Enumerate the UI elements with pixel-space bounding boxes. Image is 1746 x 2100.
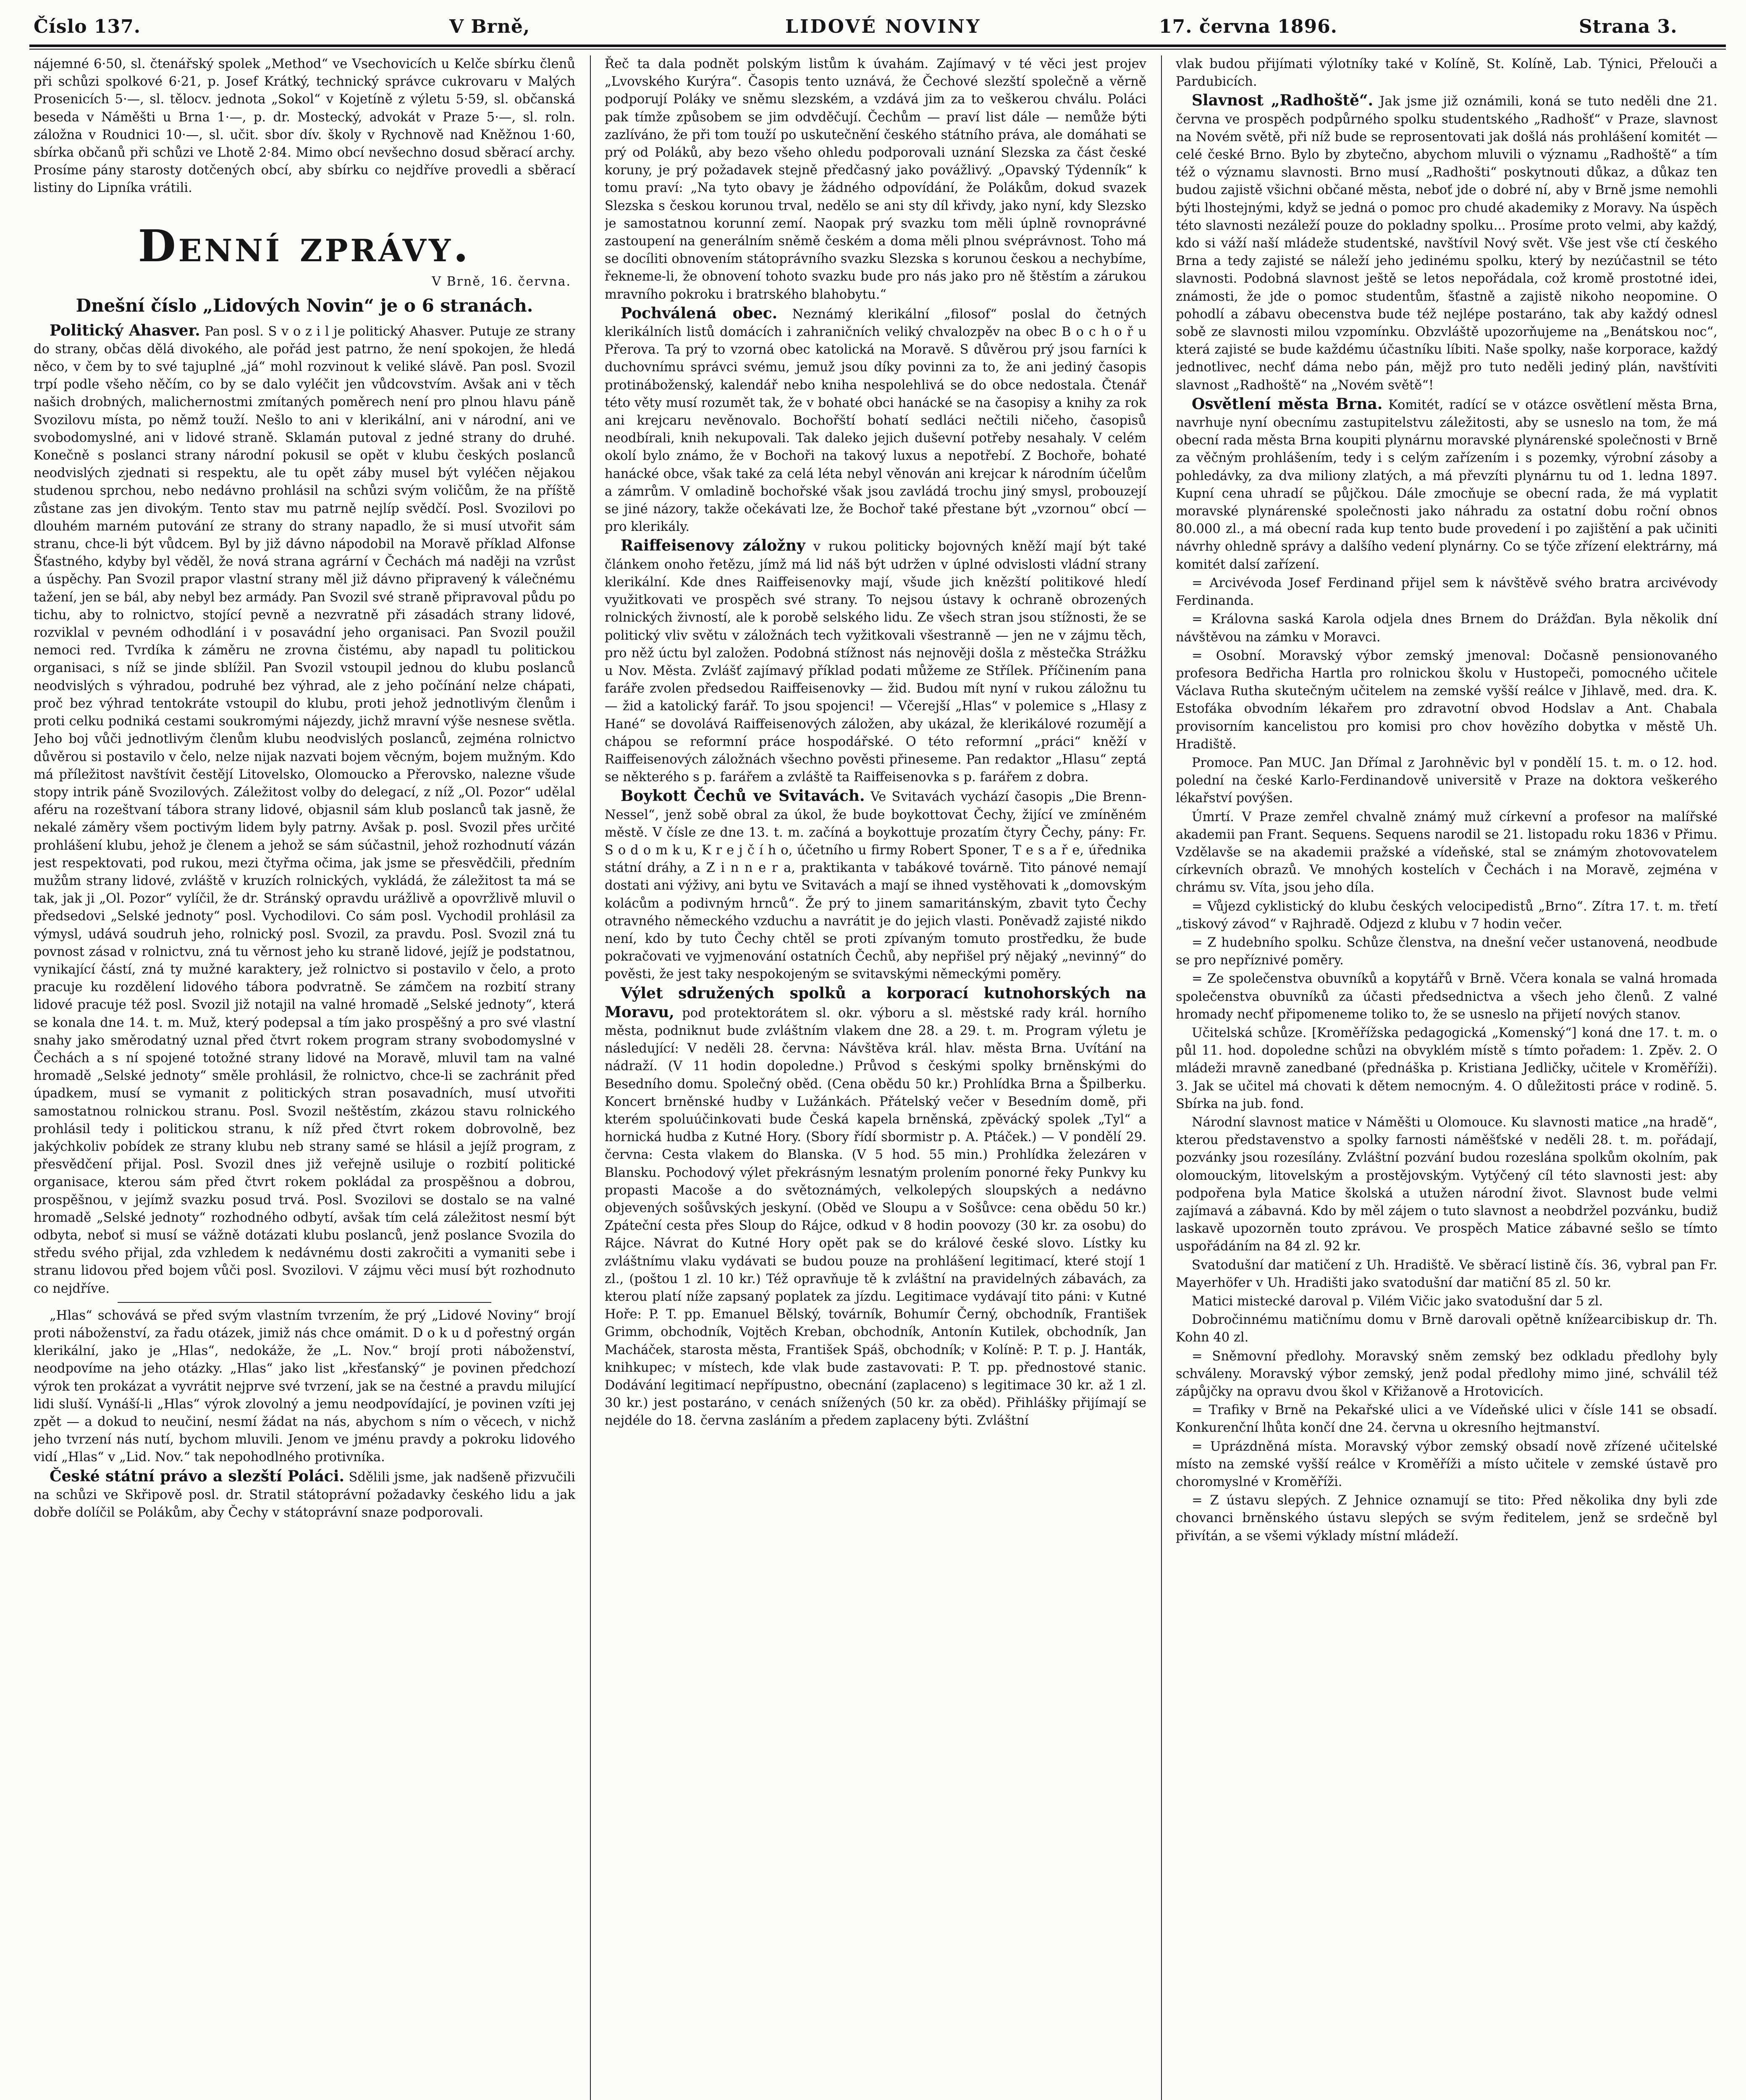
news-item: = Sněmovní předlohy. Moravský sněm zemský bez odkladu předlohy byly schváleny. Moravský výbor zemský, jenž podal předlohy mimo jiné, schválil též zápůjčky na opravu dvou škol v Křižanově a Hrotovicích.: [1176, 1349, 1717, 1399]
column-2: [605, 55, 1146, 2100]
article-political-ahasver: [34, 322, 575, 1298]
publication-place: V Brně,: [449, 16, 530, 37]
header-rule-thin: [29, 49, 1726, 50]
article-title: Osvětlení města Brna.: [1192, 395, 1383, 413]
article-excursion: [605, 984, 1146, 1430]
article-body: Sdělili jsme, jak nadšeně přizvučili na schůzi ve Skřipově posl. dr. Stratil státoprávní požadavky českého lidu a jak dobře dolíčil se Polákům, aby Čechy v státoprávní snaze podporovali.: [34, 1470, 575, 1520]
news-item: = Arcivévoda Josef Ferdinand přijel sem k návštěvě svého bratra arcivévody Ferdinanda.: [1176, 575, 1717, 609]
article-body: Pan posl. S v o z i l je politický Ahasver. Putuje ze strany do strany, občas dělá divokého, ale pořád jest patrno, že není spokojen, že hledá něco, v čem by to své tajuplné „já“ mohl rozvinout k veliké slávě. Pan posl. Svozil trpí podle všeho něčím, co by se dalo vyléčit jen vůdcovstvím. Avšak ani v těch našich drobných, malichernostmi zmítaných poměrech není pro plnou hlavu páně Svozilovu místa, po němž touží. Nešlo to ani v klerikální, ani v národní, ani ve svobodomyslné, ani v lidové straně. Sklamán putoval z jedné strany do druhé. Konečně s poslanci strany národní pokusil se opět v klubu českých poslanců neodvislých zjednati si respektu, ale tu opět záby musel být vyléčen nějakou studenou sprchou, nebo nedávno prohlásil na schůzi svým voličům, že na příště zůstane zas jen divokým. Tento stav mu patrně nejlíp svědčí. Posl. Svozilovi po dlouhém marném putování ze strany do strany napadlo, že si musí utvořit sám stranu, chce-li být vůdcem. Byl by již dávno nápodobil na Moravě příklad Alfonse Šťastného, kdyby byl věděl, že nová strana agrární v Čechách má naději na vzrůst a úspěchy. Pan Svozil prapor vlastní strany měl již dávno připravený k válečnému tažení, jen se bál, aby nebyl bez armády. Pan Svozil své straně připravoval půdu po tichu, aby to rolnictvo, stojící pevně a nezvratně při zásadách strany lidové, rozviklal v pevném odhodlání i v posavádní jeho organisaci. Pan Svozil použil nemoci red. Tvrdíka k záměru ne zrovna čistému, aby napadl tu politickou organisaci, s níž se jinde sblížil. Pan Svozil vstoupil jednou do klubu poslanců neodvislých s výhradou, podruhé bez výhrad, ale z jeho počínání nelze chápati, proč bez výhrad tentokráte vstoupil do klubu, proti jehož jednotlivým členům i proti celku podniká cestami soukromými nájezdy, jichž mravní výše nesnese světla. Jeho boj vůči jednotlivým členům klubu neodvislých poslanců, zejména rolnictvo důvěrou si postavilo v čelo, nelze nijak nazvati bojem věcným, bojem mužným. Kdo má příležitost navštívit čestějí Litovelsko, Olomoucko a Přerovsko, nalezne všude stopy intrik páně Svozilových. Záležitost volby do delegací, z níž „Ol. Pozor“ udělal aféru na rozeštvaní tábora strany lidové, objasnil sám klub poslanců tak jasně, že nekalé záměry všem poctivým lidem byly patrny. Avšak p. posl. Svozil přes určité prohlášení klubu, jehož je členem a jehož se sám súčastnil, jehož rozhodnutí vázán jest respektovati, pod rukou, mezi čtyřma očima, jak jsme se přesvědčili, předním mužům strany lidové, zvláště v kruzích rolnických, vykládá, že záležitost ta má se tak, jak ji „Ol. Pozor“ vylíčil, že dr. Stránský opravdu urážlivě a opovržlivě mluvil o předsedovi „Selské jednoty“ posl. Vychodilovi. Co sám posl. Vychodil prohlásil za výmysl, udává soudruh jeho, rolnický posl. Svozil, za pravdu. Posl. Svozil zná tu povnost zásad v rolnictvu, zná tu věrnost jeho ku straně lidové, jejíž je podstatnou, vynikající částí, zná ty mužné karaktery, jež rolnictvo si postavilo v čelo, a proto pracuje ku rozdělení lidového tábora podvratně. Se zámčem na rozbití strany lidové pracuje též posl. Svozil již notajil na valné hromadě „Selské jednoty“, která se konala dne 14. t. m. Muž, který podepsal a tím jako prospěšný a pro své vlastní snahy jako směrodatný uznal před čtvrt rokem program strany svobodomyslné v Čechách a s ní spojené totožné strany lidové na Moravě, mluvil tam na valné hromadě „Selské jednoty“ směle prohlásil, že rolnictvo, chce-li se zachránit před úpadkem, musí se vymanit z politických stran posavadních, musí utvořiti samostatnou rolnickou stranu. Posl. Svozil neštěstím, zkázou stavu rolnického prohlásil tedy i politickou stranu, k níž před čtvrt rokem dobrovolně, bez jakýchkoliv pobídek ze strany klubu neb strany samé se hlásil a jejíž program, z přesvědčení přijal. Posl. Svozil dnes již veřejně usiluje o rozbití politické organisace, kterou sám před čtvrt rokem pokládal za prospěšnou a dobrou, prospěšnou, v jejímž svazku posud trvá. Posl. Svozilovi se dostalo se na valné hromadě „Selské jednoty“ rozhodného odbytí, avšak tím celá záležitost nesmí být odbyta, neboť si musí se vážně dotázati klubu poslanců, jenž poslance Svozila do středu svého přijal, zda vzhledem k nedávnému dosti zakročiti a vymaniti sebe i stranu lidovou před bojem vůči posl. Svozilovi. V zájmu věci musí být rozhodnuto co nejdříve.: [34, 324, 575, 1296]
article-continuation: Řeč ta dala podnět polským listům k úvahám. Zajímavý v té věci jest projev „Lvovského Kurýra“. Časopis tento uznává, že Čechové slezští společně a věrně podporují Poláky ve sněmu slezském, a vzdává jim za to veškerou chválu. Poláci pak tímže způsobem se jim odvděčují. Čechům — praví list dále — nemůže býti zazlíváno, že při tom touží po uskutečnění českého státního práva, ale domáhati se prý od Poláků, aby bezo všeho ohledu podporovali uznání Slezska za část české koruny, je prý požadavek stejně předčasný jako povážlivý. „Opavský Týdenník“ k tomu praví: „Na tyto obavy je žádného odpovídání, že Polákům, dokud svazek Slezska s českou korunou trval, nedělo se ani sty díl křivdy, jako nyní, kdy Slezsko je samostatnou korunní zemí. Naopak prý svazku tom měli úplně rovnoprávné zastoupení na generálním sněmě českém a doma měli plnou svéprávnost. Toho má se docíliti obnovením státoprávního svazku Slezska s korunou českou a nechybíme, řekneme-li, že obnovení tohoto svazku bude pro nás jako pro ně štěstím a zárukou mravního pokroku i bratrského blahobytu.“: [605, 57, 1146, 302]
article-title: Boykott Čechů ve Svitavách.: [621, 787, 865, 805]
column-3: [1176, 55, 1717, 2100]
news-item: = Uprázdněná místa. Moravský výbor zemský obsadí nově zřízené učitelské místo na zemské vyšší reálce v Kroměříži a místo učitele v zemské ústavě pro choromyslné v Kroměříži.: [1176, 1439, 1717, 1490]
article-title: Výlet sdružených spolků a korporací kutnohorských na Moravu,: [605, 984, 1146, 1021]
news-item: Národní slavnost matice v Náměšti u Olomouce. Ku slavnosti matice „na hradě“, kterou představenstvo a spolky farnosti náměšťské v neděli 28. t. m. pořádají, pozvánky jsou rozesílány. Zvláštní pozvání budou rozeslána spolkům okolním, pak olomouckým, litovelským a prostějovským. Vytýčený cíl této slavnosti jest: aby podpořena byla Matice školská a utužen národní život. Slavnost bude velmi zajímavá a zábavná. Kdo by měl zájem o tuto slavnost a neobdržel pozvánku, budiž laskavě upozorněn touto zprávou. Ve prospěch Matice zábavné sešlo se tímto uspořádáním na 84 zl. 92 kr.: [1176, 1115, 1717, 1254]
article-continuation: vlak budou přijímati výlotníky také v Kolíně, St. Kolíně, Lab. Týnici, Přelouči a Pardubicích.: [1176, 57, 1717, 89]
news-item: = Z hudebního spolku. Schůze členstva, na dnešní večer ustanovená, neodbude se pro nepříznivé poměry.: [1176, 935, 1717, 968]
page-count-notice: Dnešní číslo „Lidových Novin“ je o 6 stranách.: [76, 295, 533, 316]
article-body: Jak jsme již oznámili, koná se tuto neděli dne 21. června ve prospěch podpůrného spolku studentského „Radhošť“ v Praze, slavnost na Novém světě, při níž bude se reprosentovati jak došlá nás prohlášení komitét — celé české Brno. Bylo by zbytečno, abychom mluvili o významu „Radhoště“ a tím též o významu slavnosti. Brno musí „Radhošti“ poskytnouti důkaz, a důkaz ten budou zajistě všichni občané města, neboť jde o dobré ní, aby v Brně jsme nemohli býti lhostejnými, když se jedná o pomoc pro chudé akademiky z Moravy. Na úspěch této slavnosti nezáleží pouze do pokladny spolku... Prosíme proto velmi, aby každý, kdo si váží naší mládeže studentské, navštívil Nový svět. Vše jest vše ctí českého Brna a tedy zajisté se náleží jeho jedinému spolku, který by nezúčastnil se této slavnosti. Podobná slavnost ještě se letos nepořádala, což kromě prostotné idei, známosti, že jde o pomoc studentům, šťastně a zajistě nikoho neopomine. O pohodlí a zábavu obecenstva bude též nejlépe postaráno, tak aby každý odnesl sobě ze slavnosti milou vzpomínku. Obzvláště upozorňujeme na „Benátskou noc“, která zajisté se bude každému účastníku líbiti. Naše spolky, naše korporace, každý jednotlivec, nechť dáma nebo pán, mějž pro tuto neděli jediný plán, navštíviti slavnost „Radhoště“ na „Novém světě“!: [1176, 94, 1717, 393]
news-item: Matici mistecké daroval p. Vilém Vičic jako svatodušní dar 5 zl.: [1192, 1294, 1603, 1309]
news-item: Dobročinnému matičnímu domu v Brně darovali opětně knížearcibiskup dr. Th. Kohn 40 zl.: [1176, 1312, 1717, 1345]
article-title: Pochválená obec.: [621, 304, 778, 322]
news-item: = Trafiky v Brně na Pekařské ulici a ve Vídeňské ulici v čísle 141 se obsadí. Konkurenční lhůta končí dne 24. června u okresního hejtmanství.: [1176, 1403, 1717, 1436]
news-item: = Osobní. Moravský výbor zemský jmenoval: Dočasně pensionovaného profesora Bedřicha Hartla pro rolnickou školu v Hustopeči, pomocného učitele Václava Rutha skutečným učitelem na zemské vyšší reálce v Jihlavě, med. dra. K. Estofáka obvodním lékařem pro zdravotní obvod Hodslav a Ant. Chabala provisorním kancelistou pro komisi pro chov hovězího dobytka v městě Uh. Hradiště.: [1176, 648, 1717, 752]
article-title: Politický Ahasver.: [50, 321, 200, 339]
column-divider: [1161, 55, 1162, 2100]
article-body: Komitét, radící se v otázce osvětlení města Brna, navrhuje nyní obecnímu zastupitelstvu záležitosti, aby se usneslo na tom, že má obecní rada města Brna koupiti plynárnu moravské plynárenské společnosti v Brně za věčným prohlášením, tedy i s celým zařízením i s pozemky, výrobní zásoby a pohledávky, za dva miliony zlatých, a má převzíti plynárnu tu od 1. ledna 1897. Kupní cena uhradí se půjčkou. Dále zmocňuje se obecní rada, že má vyplatit moravské plynárenské společnosti jako náhradu za ostatní dobu roční obnos 80.000 zl., a má obecní rada kup tento bude provedení i po zajištění a pak učiniti návrhy ohledně správy a dalšího vedení plynárny. Co se týče zřízení elektrárny, má komitét dalsí zařízení.: [1176, 397, 1717, 572]
article-title: Raiffeisenovy záložny: [621, 537, 805, 555]
news-item: Promoce. Pan MUC. Jan Dřímal z Jarohněvic byl v pondělí 15. t. m. o 12. hod. polední na české Karlo-Ferdinandově universitě v Praze na doktora veškerého lékařství povýšen.: [1176, 755, 1717, 806]
issue-number: Číslo 137.: [34, 16, 141, 37]
article-body: pod protektorátem sl. okr. výboru a sl. městské rady král. horního města, podniknut bude zvláštním vlakem dne 28. a 29. t. m. Program výletu je následující: V neděli 28. června: Návštěva král. hlav. města Brna. Uvítání na nádraží. (V 11 hodin dopoledne.) Průvod s českými spolky brněnskými do Besedního domu. Společný oběd. (Cena obědu 50 kr.) Prohlídka Brna a Špilberku. Koncert brněnské hudby v Lužánkách. Přátelský večer v Besedním domě, při kterém spoluúčinkovati bude Česká kapela brněnská, zpěvácký spolek „Tyl“ a hornická hudba z Kutné Hory. (Sbory řídí sbormistr p. A. Ptáček.) — V pondělí 29. června: Cesta vlakem do Blanska. (V 5 hod. 55 min.) Prohlídka železáren v Blansku. Pochodový výlet překrásným lesnatým prolením ponorné řeky Punkvy ku propasti Macoše a do světoznámých, velkolepých sloupských a nedávno objevených sošůvských jeskyní. (Oběd ve Sloupu a v Sošůvce: cena obědu 50 kr.) Zpáteční cesta přes Sloup do Rájce, odkud v 8 hodin poovozy (30 kr. za osobu) do Rájce. Návrat do Kutné Hory opět pak se do králové české slovo. Lístky ku zvláštnímu vlaku vydávati se budou pouze na prohlášení legitimací, které stojí 1 zl., (poštou 1 zl. 10 kr.) Též opravňuje tě k zvláštní na pravidelných zábavách, za kterou platí níže zapsaný poplatek za jízdu. Legitimace vydávají tito páni: v Kutné Hoře: P. T. pp. Emanuel Bělský, továrník, Bohumír Černý, obchodník, František Grimm, obchodník, Vojtěch Kreban, obchodník, Antonín Kutilek, obchodník, Jan Macháček, starosta města, František Spáš, obchodník; v Kolíně: P. T. p. J. Hanták, knihkupec; v místech, kde vlak bude zastavovati: P. T. pp. přednostové stanic. Dodávání legitimací nepřípustno, obecnání (zaplaceno) s legitimace 30 kr. až 1 zl. 30 kr.) jest postaráno, v cenách snížených (50 kr. za oběd). Přihlášky přijímají se nejdéle do 18. června zasláním a předem zaplaceny býti. Zvláštní: [605, 1005, 1146, 1428]
news-item: = Královna saská Karola odjela dnes Brnem do Drážďan. Byla několik dní návštěvou na zámku v Moravci.: [1176, 612, 1717, 645]
article-hlas: „Hlas“ schovává se před svým vlastním tvrzením, že prý „Lidové Noviny“ brojí proti náboženství, za řadu otázek, jimiž nás chce omámit. D o k u d pořestný orgán klerikální, jako je „Hlas“, nedokáže, že „L. Nov.“ brojí proti náboženství, neodpovíme na jeho otázky. „Hlas“ jako list „křesťanský“ je povinen předchozí výrok ten prokázat a vyvrátit nejprve své tvrzení, jak se na čestné a pravdu milující lidi sluší. Vynáší-li „Hlas“ výrok zlovolný a jemu neodpovídající, je povinen vzíti jej zpět — a dokud to neučiní, nesmí žádat na nás, abychom s ním o věcech, v nichž jeho tvrzení nás nutí, bychom mluvili. Jenom ve jménu pravdy a pokroku lidového vidí „Hlas“ v „Lid. Nov.“ tak nepohodlného protivníka.: [34, 1308, 575, 1465]
news-item: Svatodušní dar matičení z Uh. Hradiště. Ve sběrací listině čís. 36, vybral pan Fr. Mayerhöfer v Uh. Hradišti jako svatodušní dar matiční 85 zl. 50 kr.: [1176, 1257, 1717, 1290]
separator: [118, 1302, 491, 1303]
column-divider: [590, 55, 591, 2100]
dateline: V Brně, 16. června.: [432, 274, 571, 289]
page-header: [29, 16, 1726, 40]
article-body: v rukou politicky bojovných kněží mají být také článkem onoho řetězu, jímž má lid náš být udržen v úplné odvislosti vládní strany klerikální. Kde dnes Raiffeisenovky mají, všude jich knězští politikové hledí využitkovati ve prospěch své strany. To nejsou ústavy k ochraně obrozených rolnických živností, ale k porobě selského lidu. Ze všech stran jsou stížnosti, že se politický vliv světu v záložnách tech vyžitkovali všestranně — jen ne v zájmu těch, pro něž úctu byl založen. Podobná stížnost nás nejnověji došla z městečka Strážku u Nov. Města. Zvlášť zajímavý příklad podati můžeme ze Střílek. Příčinením pana faráře zvolen předsedou Raiffeisenovky — žid. Budou mít nyní v rukou záložnu tu — žid a katolický farář. To jsou spojenci! — Včerejší „Hlas“ v polemice s „Hlasy z Hané“ se dovolává Raiffeisenových záložen, aby ukázal, že klerikálové rozumějí a chápou se reformní práce hospodářské. O této reformní „práci“ kněží v Raiffeisenových záložnách všechno pověsti přineseme. Pan redaktor „Hlasu“ zeptá se některého s p. farářem a zvláště ta Raiffeisenovka s p. farářem z dobra.: [605, 539, 1146, 785]
news-item: = Vůjezd cyklistický do klubu českých velocipedistů „Brno“. Zítra 17. t. m. třetí „tiskový závod“ v Rajhradě. Odjezd z klubu v 7 hodin večer.: [1176, 899, 1717, 932]
article-boycott: [605, 787, 1146, 983]
article-body: Neznámý klerikální „filosof“ poslal do četných klerikálních listů domácích i zahraničních veliký chvalozpěv na obec B o c h o ř u Přerova. Ta prý to vzorná obec katolická na Moravě. S důvěrou prý jsou farníci k duchovnímu správci svému, jemuž jsou díky povinni za to, že ani jediný časopis protináboženský, kalendář nebo kniha nespolehlivá se do obce nedostala. Čtenář této věty musí rozumět tak, že v bohaté obci hanácké se na časopisy a knihy za rok ani krejcaru nevěnovalo. Bochořští bohatí sedláci nečtili ničeho, časopisů neodbírali, knih nekupovali. Tak daleko jejich duševní potřeby nesahaly. V celém okolí bylo známo, že v Bochoři na takový luxus a nepotřebí. Z Bochoře, bohaté hanácké obce, však také za celá léta nebyl věnován ani krejcar k národním účelům a zámrům. V omladině bochořské však jsou zavládá trochu jiný smysl, probouzejí se jiné názory, takže očekávati lze, že Bochoř také přestane být „vzornou“ obcí — pro klerikály.: [605, 307, 1146, 535]
news-item: = Ze společenstva obuvníků a kopytářů v Brně. Včera konala se valná hromada společenstva obuvníků za účasti předsednictva a všech jeho členů. Z valné hromady nechť připomeneme toliko to, že se usneslo na přijetí nových stanov.: [1176, 971, 1717, 1022]
article-praised-village: [605, 304, 1146, 536]
section-title: Denní zprávy.: [138, 220, 471, 272]
article-raiffeisen: [605, 537, 1146, 786]
article-body: Ve Svitavách vychází časopis „Die Brenn-Nessel“, jenž sobě obral za úkol, že bude boykottovat Čechy, žijící ve zmíněném městě. V čísle ze dne 13. t. m. začíná a boykottuje prozatím čtyry Čechy, pány: Fr. S o d o m k u, K r e j č í h o, účetního u firmy Robert Sponer, T e s a ř e, úřednika státní dráhy, a Z i n n e r a, praktikanta v tabákové továrně. Tito pánové nemají dostati ani výživy, ani bytu ve Svitavách a mají se ihned vystěhovati k „domovským kolácům a podivným hrnců“. Že prý to jinem samaritánským, zbavit tyto Čechy otravného německého vzduchu a navrátit je do jejich vlasti. Poněvadž zajisté nikdo není, kdo by tuto Čechy chtěl se proti zpívaným tomuto prostředku, že bude pokračovati ve vyjmenování ostatních Čechů, aby nepřišel prý nějaký „nevinný“ do pověsti, že jest taky nespokojeným se svitavskými německými poměry.: [605, 790, 1146, 982]
article-title: České státní právo a slezští Poláci.: [50, 1467, 345, 1485]
page-number: Strana 3.: [1579, 16, 1678, 37]
news-item: Úmrtí. V Praze zemřel chvalně známý muž církevní a profesor na malířské akademii pan Frant. Sequens. Sequens narodil se 21. listopadu roku 1836 v Přimu. Vzdělavše se na akademii pražské a vídeňské, stal se známým zhotovovatelem církevních obrazů. Ve mnohých kostelích v Čechách i na Moravě, zejména v chrámu sv. Víta, jsou jeho díla.: [1176, 809, 1717, 895]
column-1: [34, 55, 575, 2100]
article-state-right: [34, 1467, 575, 1522]
news-item: Učitelská schůze. [Kroměřížska pedagogická „Komenský“] koná dne 17. t. m. o půl 11. hod. dopoledne schůzi na obvyklém místě s tímto pořadem: 1. Zpěv. 2. O mládeži mravně zanedbané (přednáška p. Kristiana Jedličky, učitele v Kroměříži). 3. Jak se učitel má chovati k dětem nemocným. 4. O důležitosti práce v rodině. 5. Sbírka na jub. fond.: [1176, 1025, 1717, 1111]
masthead-title: LIDOVÉ NOVINY: [785, 16, 981, 37]
issue-date: 17. června 1896.: [1159, 16, 1337, 37]
collection-list-paragraph: nájemné 6·50, sl. čtenářský spolek „Method“ ve Vsechovicích u Kelče sbírku členů při schůzi spolkové 6·21, p. Josef Krátký, technický správce cukrovaru v Malých Prosenicích 5·—, sl. tělocv. jednota „Sokol“ v Kojetíně z výletu 5·59, sl. občanská beseda v Náměšti u Brna 1·—, p. dr. Mostecký, advokát v Praze 5·—, sl. roln. záložna v Roudnici 10·—, sl. učit. sbor dív. školy v Rychnově nad Kněžnou 1·60, sbírka občanů při schůzi ve Lhotě 2·84. Mimo obcí nevšechno dosud sběrací archy. Prosíme pány starosty dotčených obcí, aby sbírku co nejdříve provedli a sběrací listiny do Lipníka vrátili.: [34, 57, 575, 196]
article-radhost: [1176, 92, 1717, 394]
article-title: Slavnost „Radhoště“.: [1192, 92, 1374, 110]
news-item: = Z ústavu slepých. Z Jehnice oznamují se tito: Před několika dny byli zde chovanci brněnského ústavu slepých se svým ředitelem, jenž se srdečně byl přivítán, a se všemi výklady místní mládeží.: [1176, 1493, 1717, 1544]
article-lighting: [1176, 395, 1717, 574]
header-rule: [29, 45, 1726, 47]
